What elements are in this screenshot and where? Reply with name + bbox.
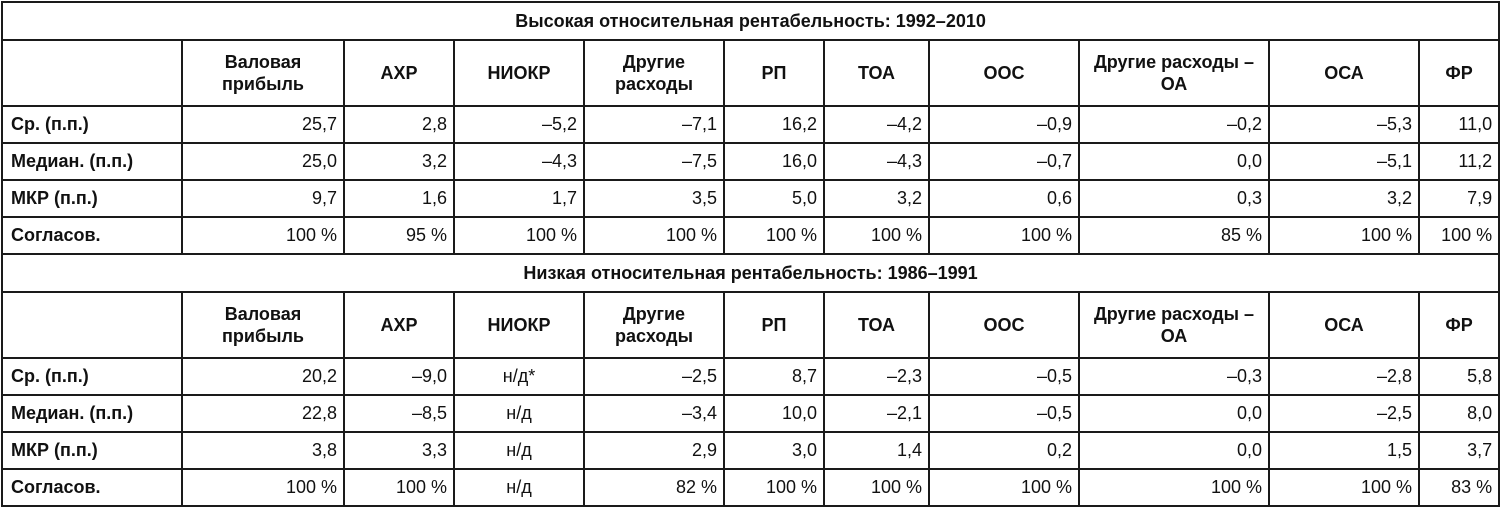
column-header: ТОА — [824, 40, 929, 106]
row-label: МКР (п.п.) — [2, 180, 182, 217]
table-cell: 100 % — [1269, 469, 1419, 506]
table-cell: 100 % — [929, 469, 1079, 506]
table-cell: 0,2 — [929, 432, 1079, 469]
table-row — [2, 106, 1499, 143]
table-cell: 100 % — [182, 217, 344, 254]
table-cell: 3,0 — [724, 432, 824, 469]
table-cell: 2,8 — [344, 106, 454, 143]
column-header-row — [2, 292, 1499, 358]
column-header: НИОКР — [454, 292, 584, 358]
table-row — [2, 217, 1499, 254]
table-cell: н/д — [454, 395, 584, 432]
table-cell: 1,7 — [454, 180, 584, 217]
section-title: Высокая относительная рентабельность: 1992–2010 — [2, 2, 1499, 40]
table-cell: 8,7 — [724, 358, 824, 395]
table-cell: 3,5 — [584, 180, 724, 217]
table-cell: 0,3 — [1079, 180, 1269, 217]
table-cell: 16,2 — [724, 106, 824, 143]
table-cell: 16,0 — [724, 143, 824, 180]
table-cell: 5,8 — [1419, 358, 1499, 395]
row-label: Ср. (п.п.) — [2, 358, 182, 395]
column-header: ФР — [1419, 40, 1499, 106]
column-header: Другие расходы – ОА — [1079, 292, 1269, 358]
column-header: Валовая прибыль — [182, 292, 344, 358]
row-label: Медиан. (п.п.) — [2, 143, 182, 180]
table-cell: 11,0 — [1419, 106, 1499, 143]
table-cell: н/д — [454, 469, 584, 506]
table-cell: –7,1 — [584, 106, 724, 143]
column-header: РП — [724, 40, 824, 106]
column-header: ОСА — [1269, 40, 1419, 106]
column-header: АХР — [344, 292, 454, 358]
table-cell: 100 % — [1079, 469, 1269, 506]
table-cell: –3,4 — [584, 395, 724, 432]
table-row — [2, 358, 1499, 395]
table-cell: –0,2 — [1079, 106, 1269, 143]
table-cell: 85 % — [1079, 217, 1269, 254]
table-cell: 100 % — [584, 217, 724, 254]
table-cell: –2,8 — [1269, 358, 1419, 395]
table-row — [2, 180, 1499, 217]
table-cell: –0,5 — [929, 358, 1079, 395]
row-label: Медиан. (п.п.) — [2, 395, 182, 432]
table-cell: 3,2 — [1269, 180, 1419, 217]
column-header: ТОА — [824, 292, 929, 358]
row-label: МКР (п.п.) — [2, 432, 182, 469]
column-header: НИОКР — [454, 40, 584, 106]
column-header: Валовая прибыль — [182, 40, 344, 106]
column-header-row — [2, 40, 1499, 106]
table-cell: 5,0 — [724, 180, 824, 217]
table-cell: –9,0 — [344, 358, 454, 395]
column-header: ФР — [1419, 292, 1499, 358]
column-header: ОСА — [1269, 292, 1419, 358]
table-cell: 25,0 — [182, 143, 344, 180]
row-label: Согласов. — [2, 217, 182, 254]
table-cell: –4,3 — [824, 143, 929, 180]
table-cell: –4,2 — [824, 106, 929, 143]
section-title-row — [2, 254, 1499, 292]
table-cell: 7,9 — [1419, 180, 1499, 217]
table-cell: 100 % — [824, 217, 929, 254]
table-cell: –2,5 — [584, 358, 724, 395]
table-cell: 3,3 — [344, 432, 454, 469]
column-header: ООС — [929, 40, 1079, 106]
table-cell: 100 % — [344, 469, 454, 506]
table-cell: –0,3 — [1079, 358, 1269, 395]
table-cell: –2,5 — [1269, 395, 1419, 432]
profitability-table — [1, 1, 1500, 507]
row-label: Согласов. — [2, 469, 182, 506]
table-cell: 0,0 — [1079, 143, 1269, 180]
table-cell: –0,9 — [929, 106, 1079, 143]
table-cell: 0,0 — [1079, 395, 1269, 432]
column-header: ООС — [929, 292, 1079, 358]
table-cell: 9,7 — [182, 180, 344, 217]
table-cell: 100 % — [1419, 217, 1499, 254]
section-title-row — [2, 2, 1499, 40]
table-cell: –4,3 — [454, 143, 584, 180]
table-cell: 82 % — [584, 469, 724, 506]
table-cell: 0,0 — [1079, 432, 1269, 469]
column-header: Другие расходы — [584, 40, 724, 106]
column-header: РП — [724, 292, 824, 358]
table-cell: –0,7 — [929, 143, 1079, 180]
table-cell: 0,6 — [929, 180, 1079, 217]
table-cell: 3,8 — [182, 432, 344, 469]
table-cell: 100 % — [724, 469, 824, 506]
table-cell: 25,7 — [182, 106, 344, 143]
table-cell: 11,2 — [1419, 143, 1499, 180]
table-cell: –5,1 — [1269, 143, 1419, 180]
table-cell: 95 % — [344, 217, 454, 254]
table-row — [2, 143, 1499, 180]
table-cell: 20,2 — [182, 358, 344, 395]
table-cell: 1,6 — [344, 180, 454, 217]
table-cell: 10,0 — [724, 395, 824, 432]
table-cell: 83 % — [1419, 469, 1499, 506]
table-cell: –8,5 — [344, 395, 454, 432]
table-cell: 1,4 — [824, 432, 929, 469]
table-cell: 1,5 — [1269, 432, 1419, 469]
table-cell: 100 % — [724, 217, 824, 254]
column-header — [2, 40, 182, 106]
table-cell: 3,2 — [824, 180, 929, 217]
table-cell: –2,3 — [824, 358, 929, 395]
table-row — [2, 432, 1499, 469]
table-cell: 100 % — [182, 469, 344, 506]
section-title: Низкая относительная рентабельность: 1986–1991 — [2, 254, 1499, 292]
table-cell: н/д — [454, 432, 584, 469]
table-cell: н/д* — [454, 358, 584, 395]
table-cell: –2,1 — [824, 395, 929, 432]
table-cell: 3,2 — [344, 143, 454, 180]
table-cell: 3,7 — [1419, 432, 1499, 469]
table-cell: 8,0 — [1419, 395, 1499, 432]
table-cell: –0,5 — [929, 395, 1079, 432]
table-row — [2, 395, 1499, 432]
table-cell: 22,8 — [182, 395, 344, 432]
table-row — [2, 469, 1499, 506]
column-header: Другие расходы – ОА — [1079, 40, 1269, 106]
column-header: АХР — [344, 40, 454, 106]
table-cell: –5,3 — [1269, 106, 1419, 143]
table-cell: –7,5 — [584, 143, 724, 180]
column-header — [2, 292, 182, 358]
row-label: Ср. (п.п.) — [2, 106, 182, 143]
table-cell: 100 % — [454, 217, 584, 254]
table-cell: 100 % — [824, 469, 929, 506]
table-cell: 100 % — [1269, 217, 1419, 254]
column-header: Другие расходы — [584, 292, 724, 358]
table-cell: –5,2 — [454, 106, 584, 143]
table-cell: 100 % — [929, 217, 1079, 254]
table-cell: 2,9 — [584, 432, 724, 469]
